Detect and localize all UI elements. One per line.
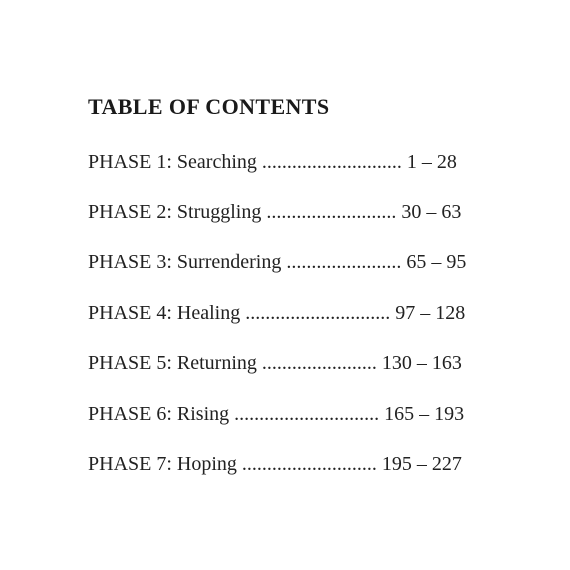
toc-entry-pages: 165 – 193 bbox=[379, 403, 465, 425]
toc-entry-pages: 130 – 163 bbox=[376, 352, 462, 374]
toc-entry-dots: ........................... bbox=[236, 453, 377, 475]
toc-entry-dots: ....................... bbox=[281, 251, 402, 273]
toc-entry-dots: ............................. bbox=[229, 403, 380, 425]
toc-entry-label: PHASE 6: Rising bbox=[88, 403, 230, 425]
toc-entry bbox=[88, 150, 457, 174]
page-title: TABLE OF CONTENTS bbox=[88, 94, 330, 119]
toc-entry-pages: 1 – 28 bbox=[401, 151, 457, 173]
toc-entry-label: PHASE 4: Healing bbox=[88, 302, 241, 324]
toc-entry bbox=[88, 250, 466, 274]
toc-entry-pages: 195 – 227 bbox=[376, 453, 462, 475]
toc-entry-label: PHASE 2: Struggling bbox=[88, 201, 262, 223]
toc-entry-pages: 30 – 63 bbox=[396, 201, 462, 223]
toc-entry bbox=[88, 452, 462, 476]
toc-entry-dots: ....................... bbox=[256, 352, 377, 374]
toc-entry-dots: ............................. bbox=[240, 302, 391, 324]
toc-entry bbox=[88, 402, 464, 426]
toc-entry-dots: .......................... bbox=[261, 201, 397, 223]
toc-entry-label: PHASE 7: Hoping bbox=[88, 453, 237, 475]
toc-entry-label: PHASE 3: Surrendering bbox=[88, 251, 282, 273]
toc-entry-pages: 65 – 95 bbox=[401, 251, 467, 273]
toc-entry bbox=[88, 351, 462, 375]
toc-entry-pages: 97 – 128 bbox=[390, 302, 466, 324]
toc-entry bbox=[88, 200, 461, 224]
toc-entry-label: PHASE 1: Searching bbox=[88, 151, 257, 173]
toc-entry-dots: ............................ bbox=[256, 151, 402, 173]
toc-entry-label: PHASE 5: Returning bbox=[88, 352, 257, 374]
toc-entry bbox=[88, 301, 465, 325]
